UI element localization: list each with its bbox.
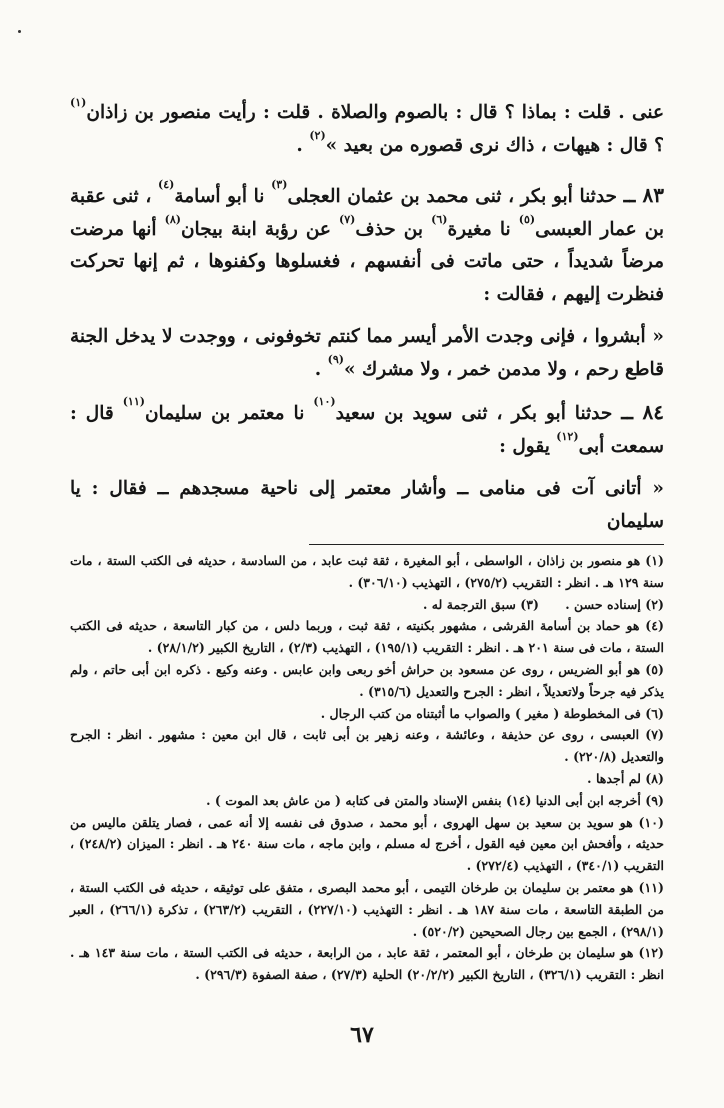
- main-body: [70, 97, 664, 538]
- paragraph-continuation: عنى . قلت : بماذا ؟ قال : بالصوم والصلاة . قلت : رأيت منصور بن زاذان$^{(١)}$ ؟ قال : هيهات ، ذاك نرى قصوره من بعيد »$^{(٢)}$ .: [70, 96, 664, 156]
- footnote-5: (٥) هو أبو الضريس ، روى عن مسعود بن حراش أخو ربعى وابن عابس . وعنه وكيع . ذكره ابن أبى حاتم ، ولم يذكر فيه جرحاً ولاتعديلاً ، انظر : الجرح والتعديل (٣١٥/٦) .: [70, 661, 664, 699]
- footnote-rule: [309, 544, 664, 545]
- hadith-84-quote: « أتانى آت فى منامى ــ وأشار معتمر إلى ناحية مسجدهم ــ فقال : يا سليمان: [70, 478, 664, 532]
- footnotes: [70, 550, 664, 986]
- footnote-10: (١٠) هو سويد بن سعيد بن سهل الهروى ، أبو محمد ، صدوق فى نفسه إلا أنه عمى ، فصار يتلقن ماليس من حديثه ، وأفحش ابن معين فيه القول ، أخرج له مسلم ، وابن ماجه ، مات سنة ٢٤٠ هـ . انظر : الميزان (٢٤٨/٢) ، التقريب (٣٤٠/١) ، التهذيب (٢٧٢/٤) .: [70, 814, 664, 874]
- footnote-9: (٩) أخرجه ابن أبى الدنيا (١٤) بنفس الإسناد والمتن فى كتابه ( من عاش بعد الموت ) .: [206, 792, 664, 808]
- footnote-6: (٦) فى المخطوطة ( مغير ) والصواب ما أثبتناه من كتب الرجال .: [320, 705, 664, 721]
- footnote-4: (٤) هو حماد بن أسامة القرشى ، مشهور بكنيته ، ثقة ثبت ، وربما دلس ، من كبار التاسعة ، حديثه فى الكتب الستة ، مات فى سنة ٢٠١ هـ . انظر : التقريب (١٩٥/١) ، التهذيب (٢/٣) ، التاريخ الكبير (٢٨/١/٢) .: [70, 618, 664, 656]
- footnote-2-3: (٢) إسناده حسن . (٣) سبق الترجمة له .: [423, 596, 664, 612]
- footnote-1: (١) هو منصور بن زاذان ، الواسطى ، أبو المغيرة ، ثقة ثبت عابد ، من السادسة ، حديثه فى الكتب الستة ، مات سنة ١٢٩ هـ . انظر : التقريب (٢٧٥/٢) ، التهذيب (٣٠٦/١٠) .: [70, 553, 664, 590]
- scan-speck: [18, 30, 21, 33]
- page-text: [70, 97, 664, 986]
- footnote-8: (٨) لم أجدها .: [587, 770, 664, 786]
- hadith-83: ٨٣ ــ حدثنا أبو بكر ، ثنى محمد بن عثمان العجلى$^{(٣)}$ نا أبو أسامة$^{(٤)}$ ، ثنى عقبة بن عمار العبسى$^{(٥)}$ نا مغيرة$^{(٦)}$ بن حذف$^{(٧)}$ عن رؤبة ابنة بيجان$^{(٨)}$ أنها مرضت مرضاً شديداً ، حتى ماتت فى أنفسهم ، فغسلوها وكفنوها ، ثم إنها تحركت فنظرت إليهم ، فقالت :: [70, 178, 665, 305]
- footnote-7: (٧) العبسى ، روى عن حذيفة ، وعائشة ، وعنه زهير بن أبى ثابت ، قال ابن معين : مشهور . انظر : الجرح والتعديل (٢٢٠/٨) .: [70, 727, 664, 765]
- page-number: ٦٧: [350, 1022, 374, 1048]
- footnote-separator: [70, 538, 664, 550]
- footnote-12: (١٢) هو سليمان بن طرخان ، أبو المعتمر ، ثقة عابد ، من الرابعة ، حديثه فى الكتب الستة ، مات سنة ١٤٣ هـ . انظر : التقريب (٣٢٦/١) ، التاريخ الكبير (٢٠/٢/٢) الحلية (٢٧/٣) ، صفة الصفوة (٢٩٦/٣) .: [70, 945, 664, 983]
- hadith-83-quote: « أبشروا ، فإنى وجدت الأمر أيسر مما كنتم تخوفونى ، ووجدت لا يدخل الجنة قاطع رحم ، ولا مدمن خمر ، ولا مشرك »$^{(٩)}$ .: [70, 326, 664, 380]
- footnote-11: (١١) هو معتمر بن سليمان بن طرخان التيمى ، أبو محمد البصرى ، متفق على توثيقه ، حديثه فى الكتب الستة ، من الطبقة التاسعة ، مات سنة ١٨٧ هـ . انظر : التهذيب (٢٢٧/١٠) ، التقريب (٢٦٣/٢) ، تذكرة (٢٦٦/١) ، العبر (٢٩٨/١) ، الجمع بين رجال الصحيحين (٥٢٠/٢) .: [70, 879, 664, 939]
- hadith-84: ٨٤ ــ حدثنا أبو بكر ، ثنى سويد بن سعيد$^{(١٠)}$ نا معتمر بن سليمان$^{(١١)}$ قال : سمعت أبى$^{(١٢)}$ يقول :: [70, 395, 664, 457]
